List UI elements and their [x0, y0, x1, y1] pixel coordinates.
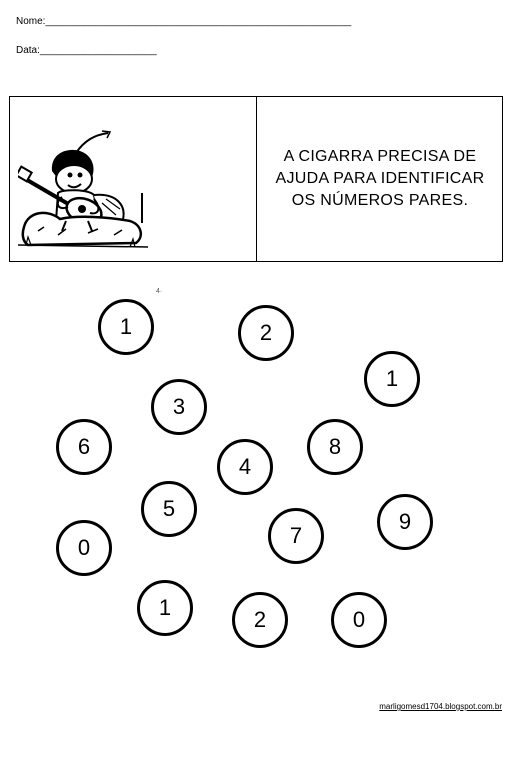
number-circle[interactable]: 0	[331, 592, 387, 648]
date-blank-line[interactable]: _____________________	[39, 45, 157, 56]
number-circle[interactable]: 1	[364, 351, 420, 407]
date-field[interactable]	[16, 45, 157, 57]
instruction-line-3: OS NÚMEROS PARES.	[291, 192, 469, 209]
name-field[interactable]	[16, 16, 351, 28]
number-circle[interactable]: 2	[232, 592, 288, 648]
instruction-line-1: A CIGARRA PRECISA DE	[283, 148, 477, 165]
number-circle[interactable]: 3	[151, 379, 207, 435]
number-circle[interactable]: 1	[137, 580, 193, 636]
number-circle[interactable]: 0	[56, 520, 112, 576]
name-blank-line[interactable]: _______________________________________________________	[45, 16, 352, 27]
number-circle[interactable]: 9	[377, 494, 433, 550]
blog-link[interactable]: marligomesd1704.blogspot.com.br	[379, 702, 502, 711]
date-label: Data:	[16, 45, 40, 56]
cicada-playing-guitar-icon	[18, 123, 148, 249]
number-circle[interactable]: 8	[307, 419, 363, 475]
number-circle[interactable]: 2	[238, 305, 294, 361]
blog-credit	[379, 702, 502, 711]
number-circle[interactable]: 6	[56, 419, 112, 475]
header-divider	[256, 97, 257, 261]
stray-mark: 4·	[156, 288, 163, 295]
instruction-text	[262, 97, 498, 261]
number-circle[interactable]: 4	[217, 439, 273, 495]
activity-header-box	[9, 96, 503, 262]
number-circle[interactable]: 5	[141, 481, 197, 537]
number-circle[interactable]: 7	[268, 508, 324, 564]
name-label: Nome:	[16, 16, 46, 27]
instruction-line-2: AJUDA PARA IDENTIFICAR	[275, 170, 485, 187]
number-circle[interactable]: 1	[98, 299, 154, 355]
